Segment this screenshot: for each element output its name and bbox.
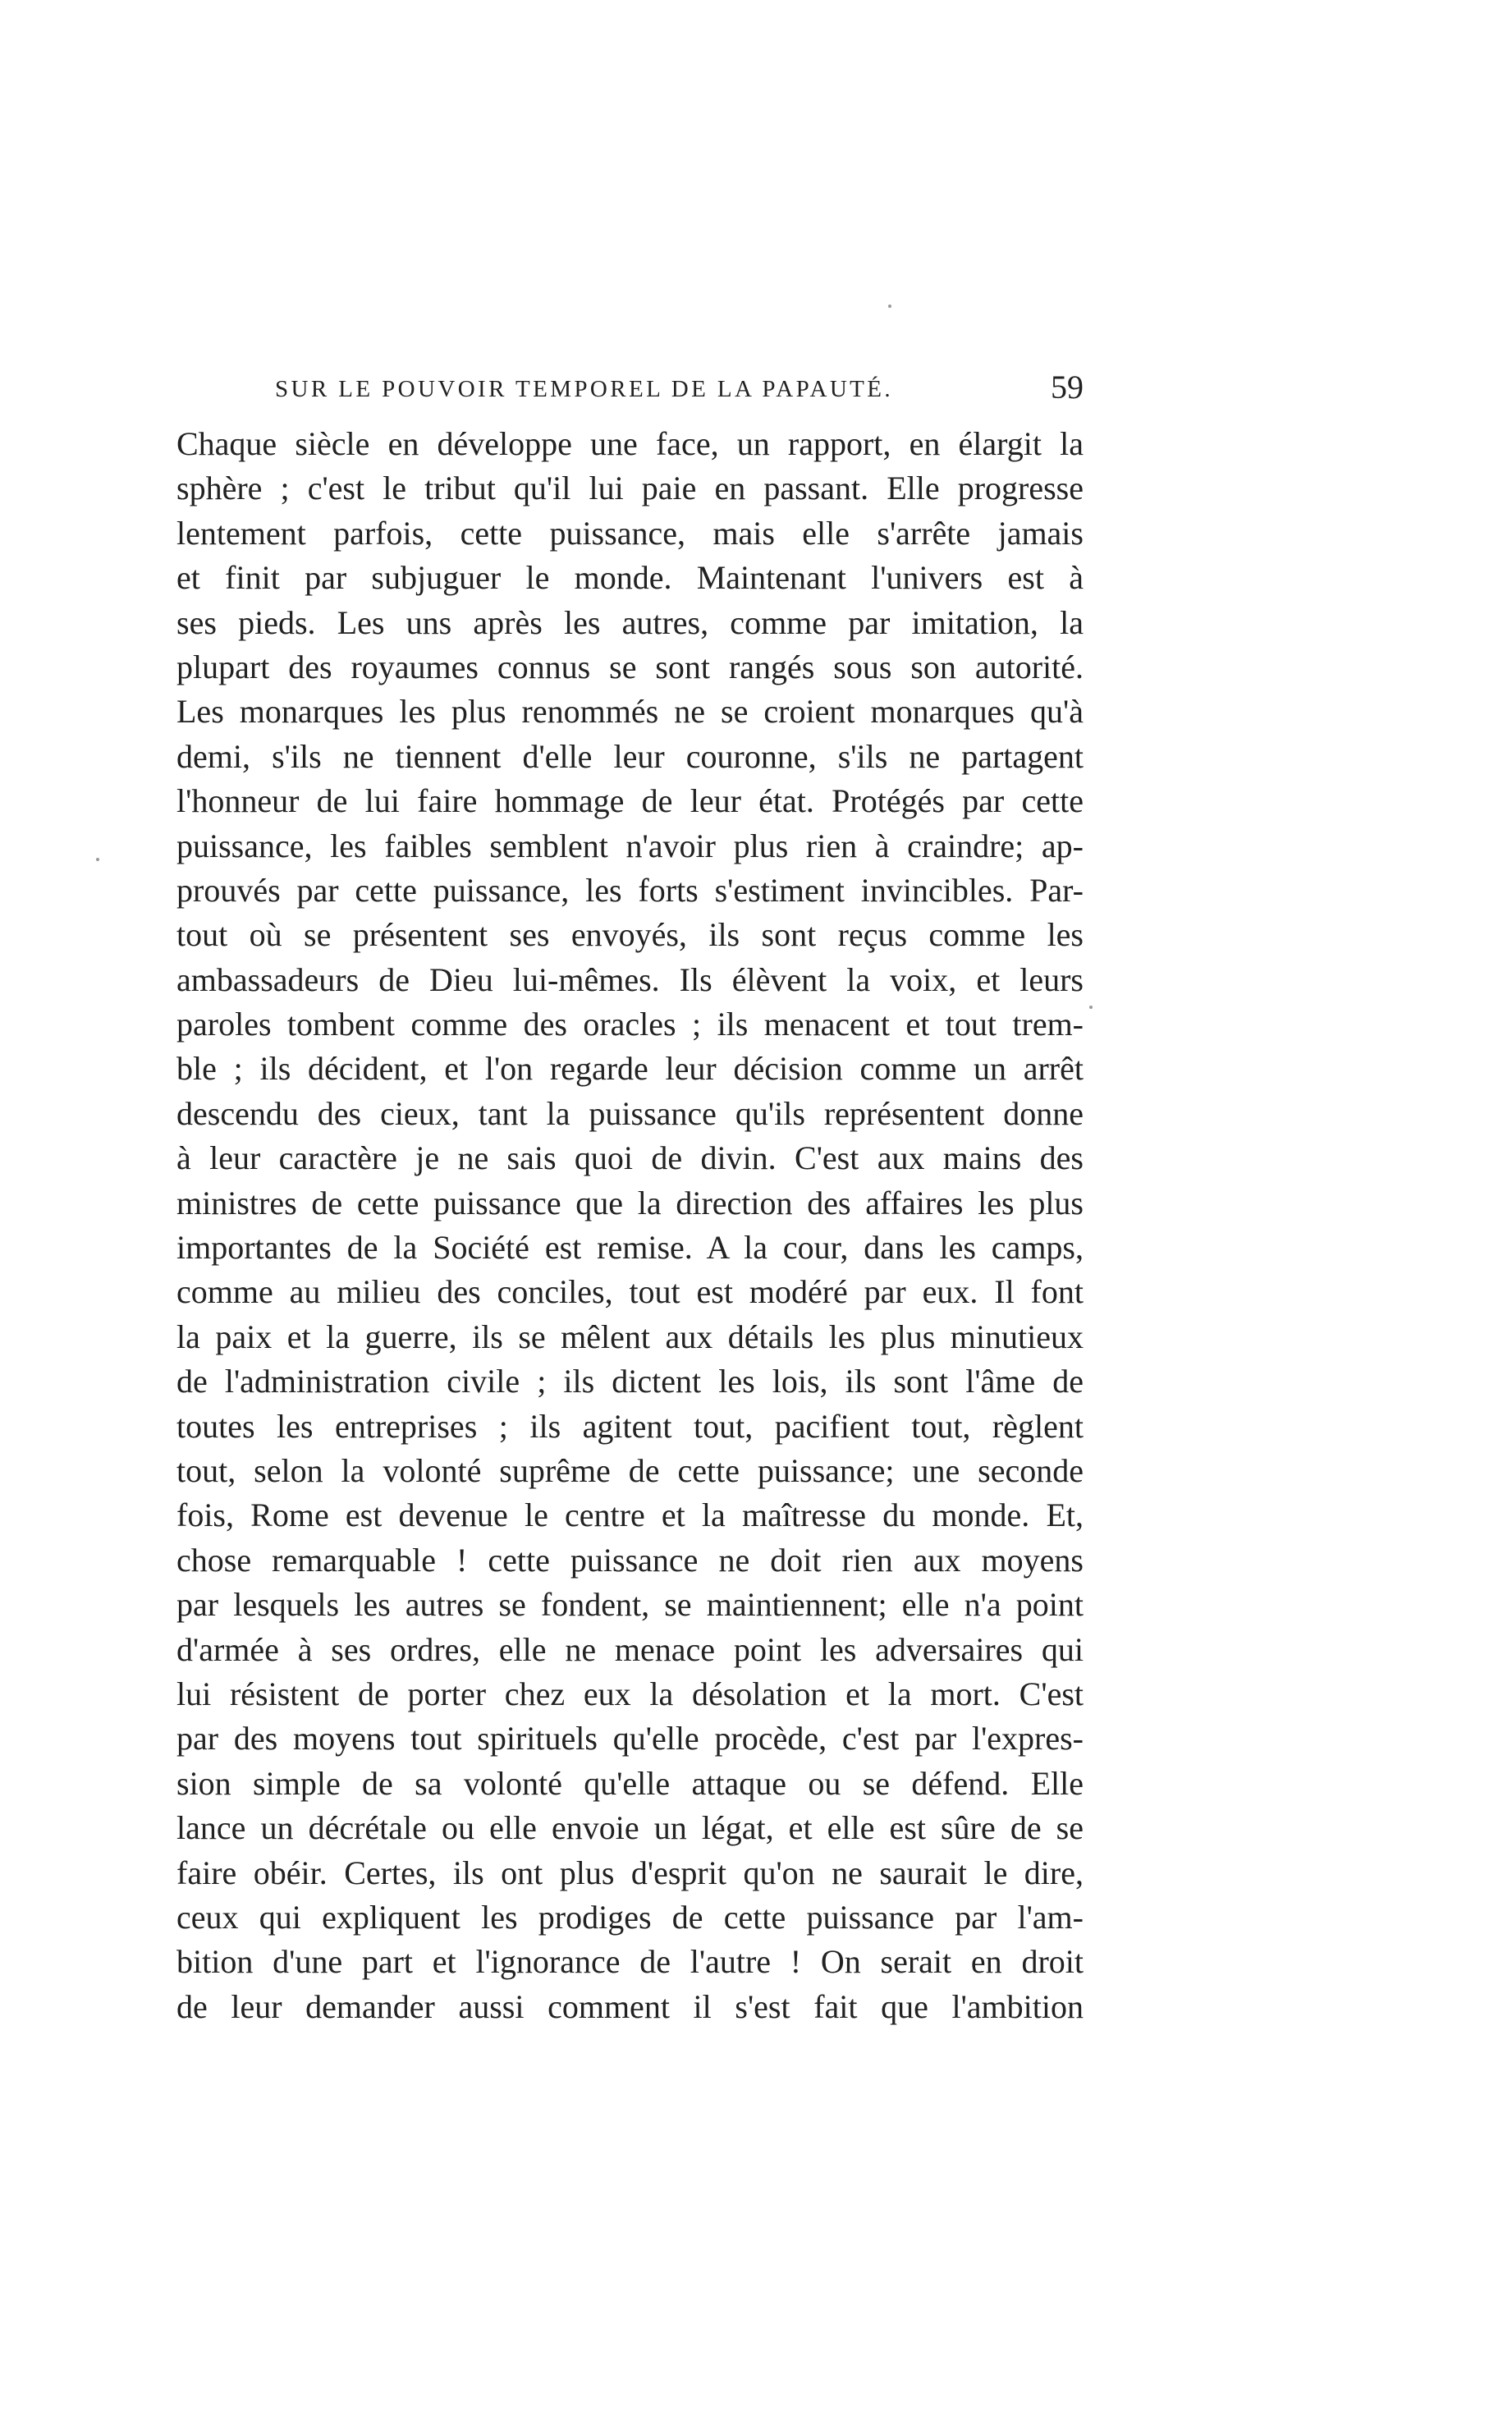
text-line: à leur caractère je ne sais quoi de divin. C'est aux mains des	[176, 1139, 1084, 1177]
running-title: SUR LE POUVOIR TEMPOREL DE LA PAPAUTÉ.	[275, 376, 894, 402]
paper-speck	[888, 305, 891, 308]
text-line: chose remarquable ! cette puissance ne doit rien aux moyens	[176, 1541, 1084, 1579]
text-line: ministres de cette puissance que la direction des affaires les plus	[176, 1184, 1084, 1221]
text-line: lui résistent de porter chez eux la désolation et la mort. C'est	[176, 1675, 1084, 1712]
text-line: et finit par subjuguer le monde. Maintenant l'univers est à	[176, 559, 1084, 597]
text-line: importantes de la Société est remise. A la cour, dans les camps,	[176, 1229, 1084, 1267]
text-line: prouvés par cette puissance, les forts s'estiment invincibles. Par-	[176, 871, 1084, 909]
text-line: sphère ; c'est le tribut qu'il lui paie en passant. Elle progresse	[176, 470, 1084, 507]
text-line: descendu des cieux, tant la puissance qu'ils représentent donne	[176, 1094, 1084, 1132]
text-line: demi, s'ils ne tiennent d'elle leur couronne, s'ils ne partagent	[176, 737, 1084, 775]
text-line: puissance, les faibles semblent n'avoir plus rien à craindre; ap-	[176, 827, 1084, 864]
text-line: fois, Rome est devenue le centre et la maîtresse du monde. Et,	[176, 1496, 1084, 1534]
text-line: tout où se présentent ses envoyés, ils sont reçus comme les	[176, 916, 1084, 954]
text-line: faire obéir. Certes, ils ont plus d'esprit qu'on ne saurait le dire,	[176, 1854, 1084, 1891]
text-line: bition d'une part et l'ignorance de l'autre ! On serait en droit	[176, 1943, 1084, 1981]
text-line: plupart des royaumes connus se sont rangés sous son autorité.	[176, 648, 1084, 685]
text-line: lentement parfois, cette puissance, mais elle s'arrête jamais	[176, 514, 1084, 552]
text-line: l'honneur de lui faire hommage de leur état. Protégés par cette	[176, 782, 1084, 820]
text-line: comme au milieu des conciles, tout est modéré par eux. Il font	[176, 1273, 1084, 1311]
text-line: tout, selon la volonté suprême de cette puissance; une seconde	[176, 1451, 1084, 1489]
text-line: Les monarques les plus renommés ne se croient monarques qu'à	[176, 693, 1084, 731]
running-head	[176, 368, 1084, 417]
text-line: lance un décrétale ou elle envoie un légat, et elle est sûre de se	[176, 1809, 1084, 1847]
paper-speck	[96, 858, 99, 861]
page-number: 59	[1051, 369, 1084, 406]
text-line: toutes les entreprises ; ils agitent tout, pacifient tout, règlent	[176, 1407, 1084, 1445]
text-line: paroles tombent comme des oracles ; ils menacent et tout trem-	[176, 1006, 1084, 1043]
text-line: Chaque siècle en développe une face, un rapport, en élargit la	[176, 425, 1084, 462]
text-line: ble ; ils décident, et l'on regarde leur décision comme un arrêt	[176, 1050, 1084, 1088]
text-line: de l'administration civile ; ils dictent les lois, ils sont l'âme de	[176, 1363, 1084, 1400]
paper-speck	[1089, 1006, 1093, 1009]
body-text	[176, 422, 1084, 2029]
text-line: par lesquels les autres se fondent, se maintiennent; elle n'a point	[176, 1586, 1084, 1624]
text-line: ambassadeurs de Dieu lui-mêmes. Ils élèvent la voix, et leurs	[176, 960, 1084, 998]
text-line: d'armée à ses ordres, elle ne menace point les adversaires qui	[176, 1630, 1084, 1668]
text-line: ses pieds. Les uns après les autres, comme par imitation, la	[176, 603, 1084, 641]
text-line: sion simple de sa volonté qu'elle attaque ou se défend. Elle	[176, 1764, 1084, 1802]
text-line: de leur demander aussi comment il s'est fait que l'ambition	[176, 1987, 1084, 2025]
text-line: la paix et la guerre, ils se mêlent aux détails les plus minutieux	[176, 1318, 1084, 1355]
text-line: par des moyens tout spirituels qu'elle procède, c'est par l'expres-	[176, 1720, 1084, 1758]
text-line: ceux qui expliquent les prodiges de cette puissance par l'am-	[176, 1898, 1084, 1936]
